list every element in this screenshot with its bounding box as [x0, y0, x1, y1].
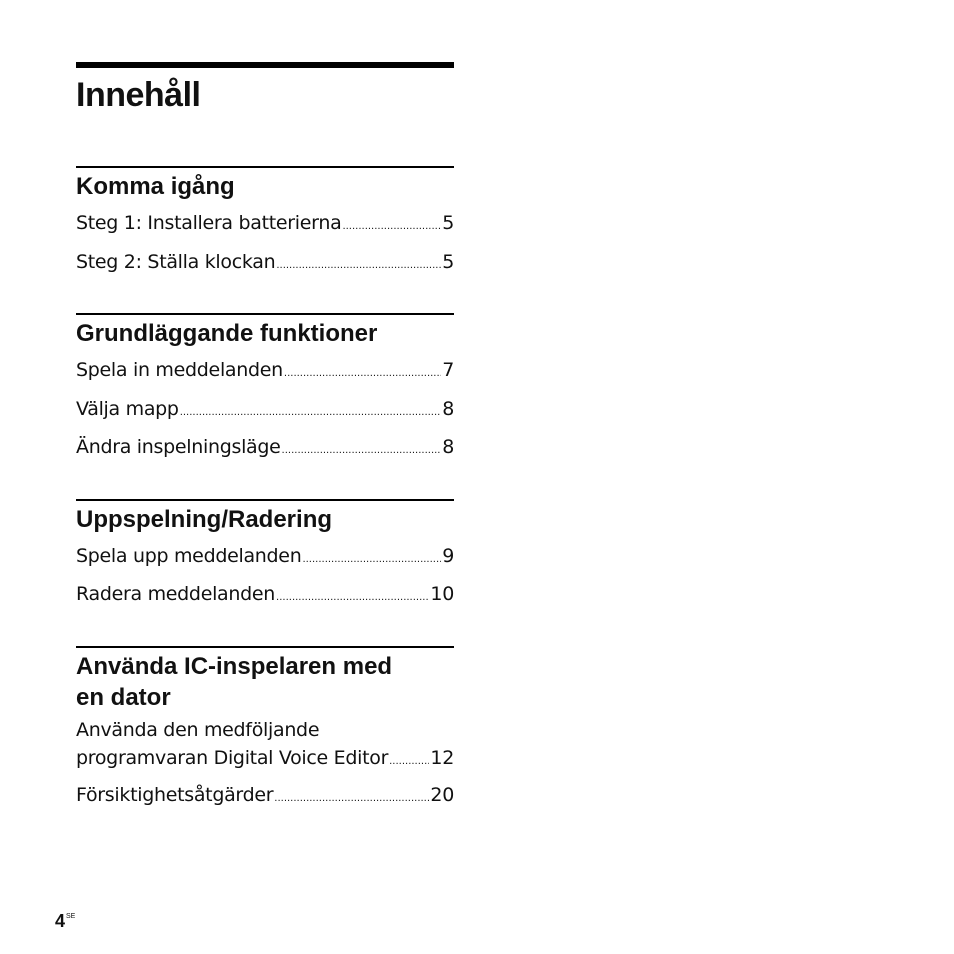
toc-entry[interactable] [76, 539, 454, 578]
section-komma-igang [76, 166, 454, 283]
section-heading [76, 651, 454, 713]
entry-label: programvaran Digital Voice Editor [76, 746, 389, 769]
entry-label: Välja mapp [76, 397, 179, 420]
page-title: Innehåll [76, 76, 201, 114]
title-rule [76, 62, 454, 68]
toc-entry[interactable] [76, 206, 454, 245]
entry-page: 9 [442, 544, 454, 567]
dot-leader [276, 581, 429, 616]
page-number-suffix: SE [66, 913, 76, 920]
section-grundlaggande-funktioner [76, 313, 454, 469]
page-number-value: 4 [55, 911, 66, 931]
toc-entry[interactable] [76, 577, 454, 616]
entry-label: Försiktighetsåtgärder [76, 783, 274, 806]
section-uppspelning-radering [76, 499, 454, 616]
entry-page: 5 [442, 212, 454, 234]
toc-entry[interactable] [76, 392, 454, 431]
entry-label: Ändra inspelningsläge [76, 436, 281, 458]
entry-page: 12 [430, 746, 454, 769]
toc-entry[interactable] [76, 353, 454, 392]
toc-entry[interactable] [76, 430, 454, 469]
dot-leader [342, 210, 441, 245]
toc-entry[interactable] [76, 245, 454, 284]
toc-entry[interactable] [76, 717, 454, 776]
dot-leader [276, 249, 441, 284]
entry-label: Steg 2: Ställa klockan [76, 250, 276, 273]
entry-page: 10 [430, 583, 454, 605]
dot-leader [282, 434, 442, 469]
dot-leader [389, 748, 429, 776]
dot-leader [180, 396, 442, 431]
dot-leader [284, 357, 441, 392]
dot-leader [302, 543, 441, 578]
entry-page: 5 [442, 250, 454, 273]
entry-page: 8 [442, 436, 454, 458]
toc-entry[interactable] [76, 778, 454, 817]
entry-label: Spela in meddelanden [76, 359, 283, 381]
section-heading-line: Använda IC-inspelaren med [76, 652, 393, 680]
dot-leader [274, 782, 429, 817]
entry-label-line: Använda den medföljande [76, 718, 320, 741]
entry-label: Radera meddelanden [76, 583, 276, 605]
section-heading: Uppspelning/Radering [76, 505, 333, 533]
section-heading-line: en dator [76, 683, 171, 711]
section-anvanda-ic-inspelaren [76, 646, 454, 817]
section-heading: Grundläggande funktioner [76, 320, 378, 347]
entry-page: 7 [442, 359, 454, 381]
entry-label: Spela upp meddelanden [76, 544, 302, 567]
entry-page: 8 [442, 397, 454, 420]
table-of-contents [76, 62, 454, 816]
entry-label: Steg 1: Installera batterierna [76, 212, 342, 234]
entry-page: 20 [430, 783, 454, 806]
section-heading: Komma igång [76, 173, 235, 200]
page-number [55, 911, 75, 932]
